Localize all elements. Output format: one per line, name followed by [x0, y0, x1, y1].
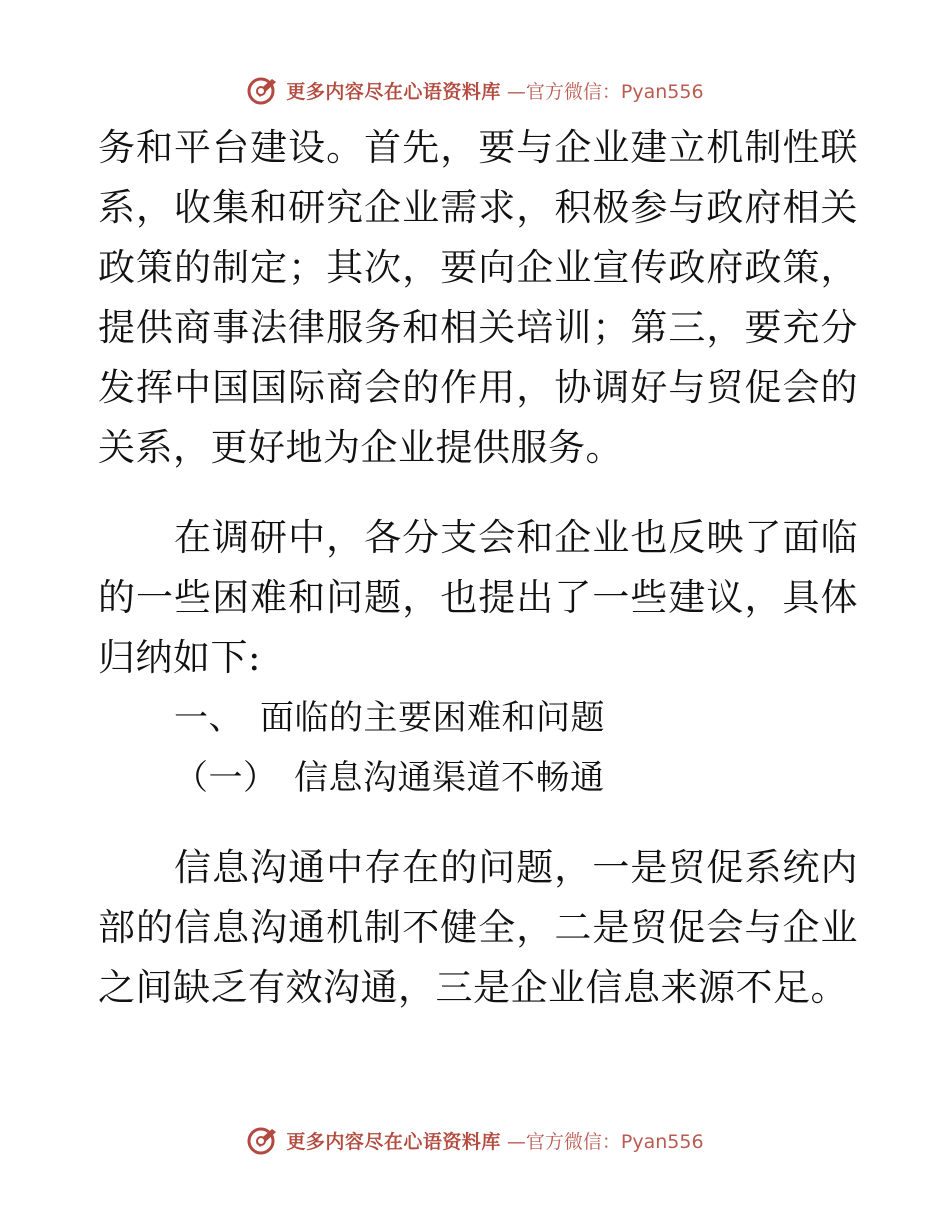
heading-2-text: 信息沟通渠道不畅通 — [294, 758, 605, 798]
watermark-brand: 更多内容尽在心语资料库 — [286, 1130, 501, 1153]
paragraph-3: 信息沟通中存在的问题，一是贸促系统内部的信息沟通机制不健全，二是贸促会与企业之间缺乏有效沟通，三是企业信息来源不足。 — [98, 846, 858, 1009]
document-body — [98, 118, 858, 1018]
paragraph-1: 务和平台建设。首先，要与企业建立机制性联系，收集和研究企业需求，积极参与政府相关政策的制定；其次，要向企业宣传政府政策，提供商事法律服务和相关培训；第三，要充分发挥中国国际商会的作用，协调好与贸促会的关系，更好地为企业提供服务。 — [98, 126, 858, 469]
heading-1-number: 一、 — [174, 698, 243, 738]
footer-watermark — [0, 1120, 950, 1160]
section-heading-2 — [98, 748, 858, 808]
heading-1-text: 面临的主要困难和问题 — [260, 698, 605, 738]
paragraph-2: 在调研中，各分支会和企业也反映了面临的一些困难和问题，也提出了一些建议，具体归纳如下: — [98, 516, 858, 679]
watermark-wechat: —官方微信：Pyan556 — [506, 1130, 704, 1153]
section-heading-1 — [98, 688, 858, 748]
header-watermark — [0, 70, 950, 110]
pen-logo-icon — [246, 73, 280, 107]
heading-2-number: （一） — [174, 758, 278, 798]
pen-logo-icon — [246, 1123, 280, 1157]
watermark-wechat: —官方微信：Pyan556 — [506, 80, 704, 103]
watermark-brand: 更多内容尽在心语资料库 — [286, 80, 501, 103]
